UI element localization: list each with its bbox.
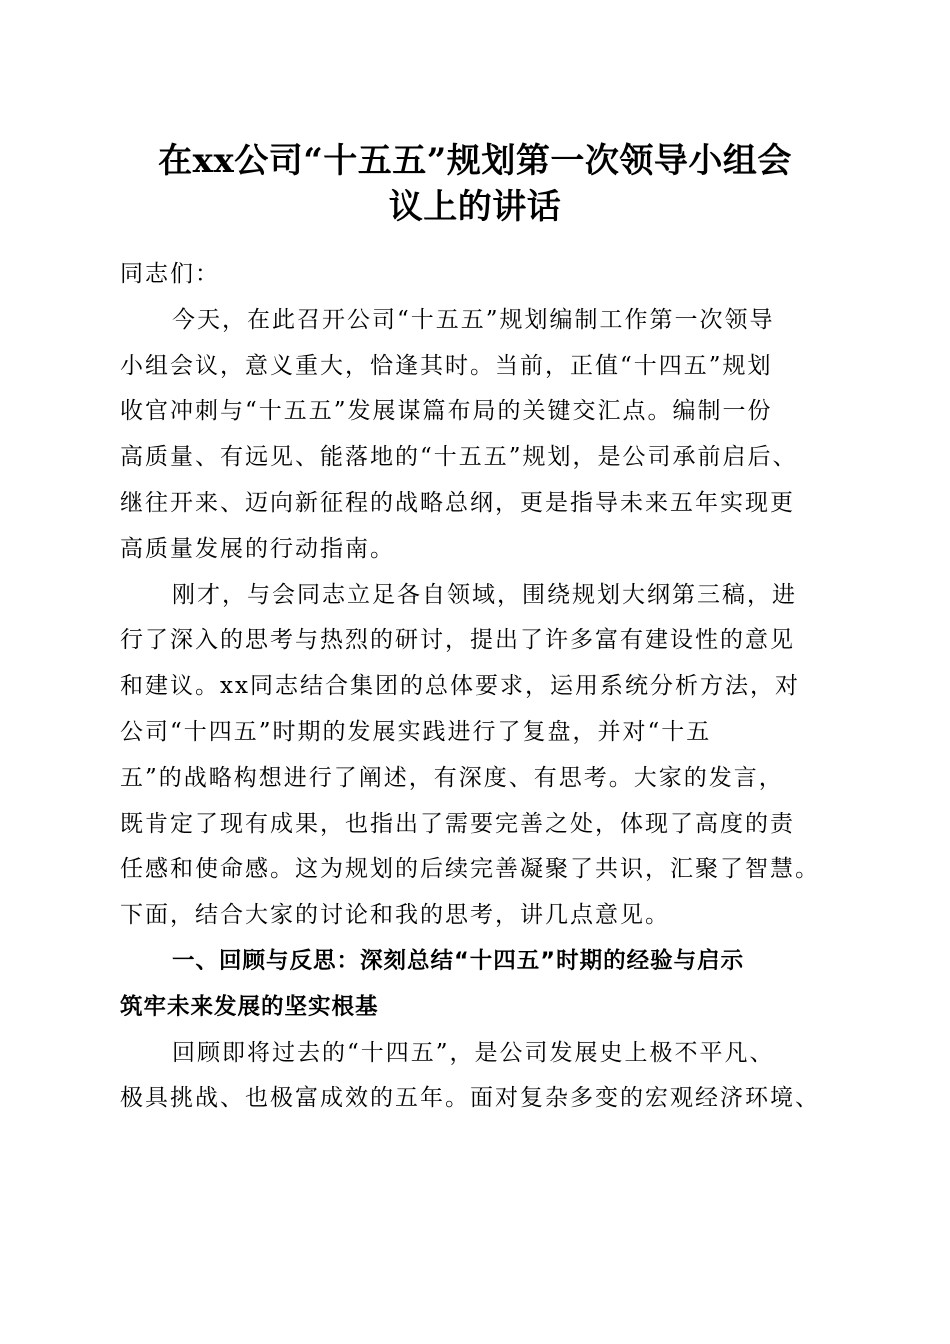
paragraph-2-line: 下面，结合大家的讨论和我的思考，讲几点意见。: [120, 902, 670, 929]
paragraph-1: [120, 298, 832, 573]
paragraph-2-line: 行了深入的思考与热烈的研讨，提出了许多富有建设性的意见: [120, 627, 795, 654]
paragraph-1-line: 收官冲刺与“十五五”发展谋篇布局的关键交汇点。编制一份: [120, 398, 773, 425]
paragraph-2-line: 刚才，与会同志立足各自领域，围绕规划大纲第三稿，进: [172, 581, 797, 608]
paragraph-3: [120, 1031, 832, 1123]
paragraph-1-line: 继往开来、迈向新征程的战略总纲，更是指导未来五年实现更: [120, 489, 795, 516]
title-line-2: 议上的讲话: [388, 187, 562, 227]
paragraph-1-line: 高质量发展的行动指南。: [120, 535, 395, 562]
paragraph-2-line: 任感和使命感。这为规划的后续完善凝聚了共识，汇聚了智慧。: [120, 856, 820, 883]
section-heading-1: [120, 939, 832, 1031]
section-heading-line: 一、回顾与反思：深刻总结“十四五”时期的经验与启示: [172, 947, 745, 974]
paragraph-2-line: 和建议。xx同志结合集团的总体要求，运用系统分析方法，对: [120, 673, 800, 700]
paragraph-2-line: 五”的战略构想进行了阐述，有深度、有思考。大家的发言，: [120, 764, 784, 791]
paragraph-3-line: 极具挑战、也极富成效的五年。面对复杂多变的宏观经济环境、: [120, 1085, 820, 1112]
salutation-text: 同志们：: [120, 261, 220, 287]
paragraph-3-line: 回顾即将过去的“十四五”，是公司发展史上极不平凡、: [172, 1039, 775, 1066]
paragraph-2-line: 既肯定了现有成果，也指出了需要完善之处，体现了高度的责: [120, 810, 795, 837]
document-title: [110, 138, 840, 230]
section-heading-line: 筑牢未来发展的坚实根基: [120, 993, 379, 1020]
document-body: [120, 252, 832, 1122]
paragraph-1-line: 今天，在此召开公司“十五五”规划编制工作第一次领导: [172, 306, 775, 333]
paragraph-1-line: 小组会议，意义重大，恰逢其时。当前，正值“十四五”规划: [120, 352, 773, 379]
paragraph-2-line: 公司“十四五”时期的发展实践进行了复盘，并对“十五: [120, 718, 712, 745]
title-line-1: 在xx公司“十五五”规划第一次领导小组会: [158, 141, 792, 181]
paragraph-1-line: 高质量、有远见、能落地的“十五五”规划，是公司承前启后、: [120, 444, 798, 471]
salutation: [120, 252, 832, 298]
paragraph-2: [120, 573, 832, 939]
